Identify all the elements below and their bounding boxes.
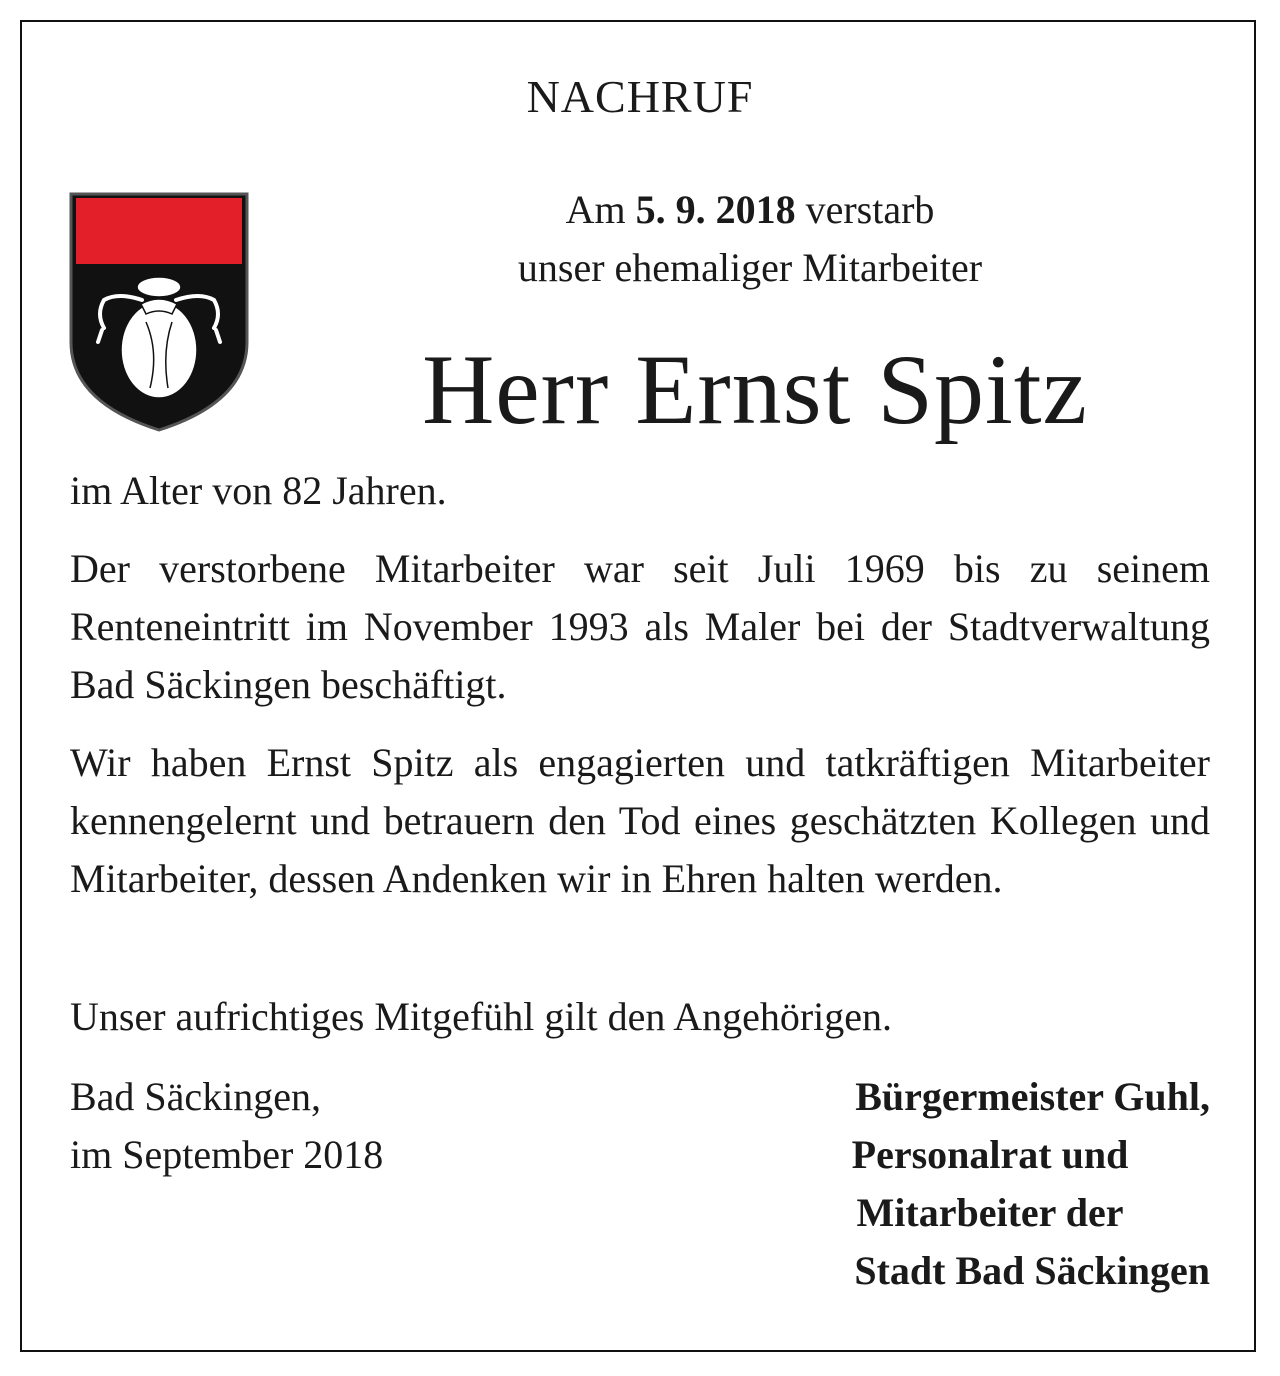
employment-paragraph: Der verstorbene Mitarbeiter war seit Juli 1969 bis zu seinem Renteneintritt im November 1993 als Maler bei der Stadtverwaltung Bad Säckingen beschäftigt. xyxy=(70,546,1210,707)
place-and-date xyxy=(70,1068,670,1184)
relation-line: unser ehemaliger Mitarbeiter xyxy=(517,245,983,290)
age-line: im Alter von 82 Jahren. xyxy=(70,468,447,513)
place-line: Bad Säckingen, xyxy=(70,1074,322,1119)
signature-block xyxy=(690,1068,1210,1300)
death-date: 5. 9. 2018 xyxy=(635,187,796,232)
signature-line-staff: Mitarbeiter der xyxy=(856,1190,1124,1235)
condolence-paragraph: Unser aufrichtiges Mitgefühl gilt den Angehörigen. xyxy=(70,994,893,1039)
death-date-line: Am 5. 9. 2018 verstarb xyxy=(565,187,935,232)
deceased-name: Herr Ernst Spitz xyxy=(422,334,1088,445)
coat-of-arms-sack-icon xyxy=(68,192,250,432)
signature-line-city: Stadt Bad Säckingen xyxy=(854,1248,1210,1293)
notice-heading: NACHRUF xyxy=(526,71,754,122)
signature-line-mayor: Bürgermeister Guhl, xyxy=(855,1074,1210,1119)
date-line: im September 2018 xyxy=(70,1132,384,1177)
signature-line-council: Personalrat und xyxy=(851,1132,1129,1177)
tribute-paragraph: Wir haben Ernst Spitz als engagierten und tatkräftigen Mitarbeiter kennengelernt und betrauern den Tod eines geschätzten Kollegen und Mitarbeiter, dessen Andenken wir in Ehren halten werden. xyxy=(70,740,1210,901)
